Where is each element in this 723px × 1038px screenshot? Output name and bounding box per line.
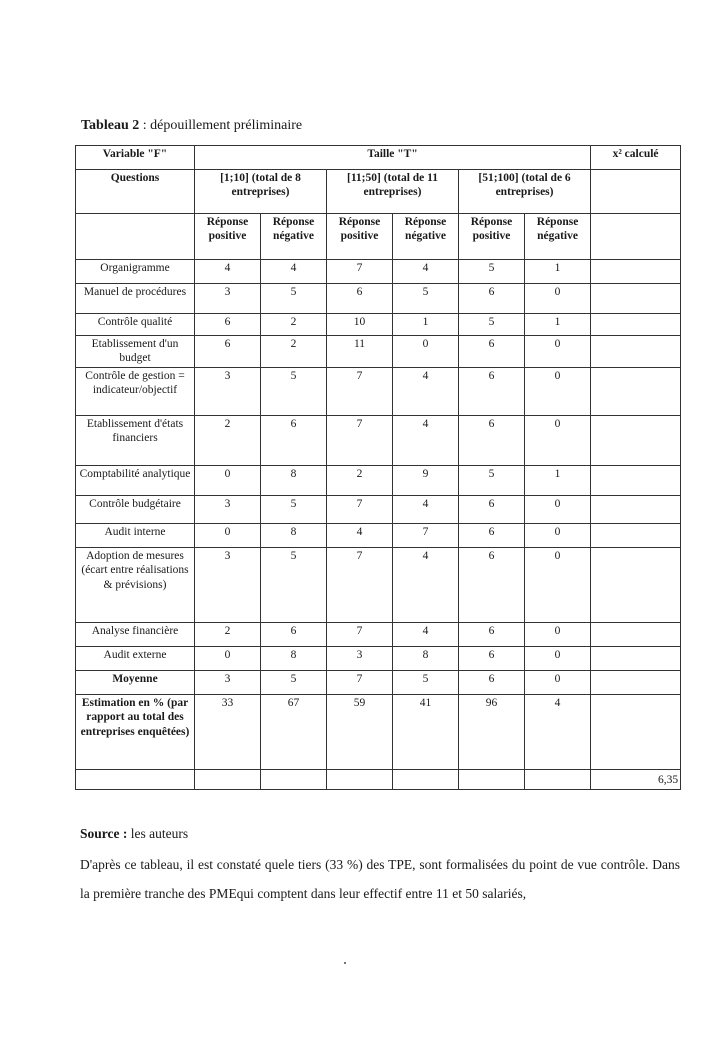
header-empty-cell: [76, 214, 195, 260]
question-cell: Contrôle qualité: [76, 314, 195, 336]
value-cell: 5: [393, 670, 459, 694]
value-cell: 4: [393, 547, 459, 622]
table-row: [76, 314, 681, 336]
value-cell: 0: [195, 465, 261, 495]
value-cell: 6: [261, 415, 327, 465]
header-questions: Questions: [76, 170, 195, 214]
value-cell: 5: [459, 260, 525, 284]
question-cell: Audit interne: [76, 523, 195, 547]
value-cell: 3: [195, 670, 261, 694]
source-text: les auteurs: [127, 826, 189, 841]
value-cell: 7: [327, 495, 393, 523]
value-cell: 0: [525, 415, 591, 465]
value-cell: 6: [195, 314, 261, 336]
header-positive-1: Réponse positive: [195, 214, 261, 260]
chi2-value: 6,35: [591, 769, 681, 789]
value-cell: 6: [459, 367, 525, 415]
value-cell: 0: [195, 646, 261, 670]
value-cell: 8: [393, 646, 459, 670]
question-cell: Etablissement d'un budget: [76, 336, 195, 368]
table-caption: [81, 118, 302, 134]
value-cell: 6: [459, 284, 525, 314]
header-group-1-10: [1;10] (total de 8 entreprises): [195, 170, 327, 214]
value-cell: 7: [327, 670, 393, 694]
header-taille-t: Taille "T": [195, 146, 591, 170]
empty-cell: [525, 769, 591, 789]
caption-text: : dépouillement préliminaire: [139, 118, 303, 133]
value-cell: 6: [459, 622, 525, 646]
value-cell: 6: [327, 284, 393, 314]
value-cell: 1: [525, 260, 591, 284]
value-cell: 96: [459, 694, 525, 769]
chi2-empty-cell: [591, 547, 681, 622]
chi2-empty-cell: [591, 670, 681, 694]
header-group-11-50: [11;50] (total de 11 entreprises): [327, 170, 459, 214]
table-row: [76, 465, 681, 495]
question-cell: Adoption de mesures (écart entre réalisations & prévisions): [76, 547, 195, 622]
value-cell: 6: [459, 415, 525, 465]
table-row: [76, 646, 681, 670]
value-cell: 6: [459, 547, 525, 622]
value-cell: 4: [525, 694, 591, 769]
chi2-empty-cell: [591, 260, 681, 284]
value-cell: 5: [261, 367, 327, 415]
value-cell: 59: [327, 694, 393, 769]
value-cell: 4: [393, 260, 459, 284]
value-cell: 7: [327, 547, 393, 622]
value-cell: 5: [261, 670, 327, 694]
table-row: [76, 367, 681, 415]
value-cell: 4: [195, 260, 261, 284]
value-cell: 5: [393, 284, 459, 314]
value-cell: 0: [525, 670, 591, 694]
value-cell: 41: [393, 694, 459, 769]
empty-cell: [459, 769, 525, 789]
chi2-empty-cell: [591, 622, 681, 646]
value-cell: 4: [393, 415, 459, 465]
source-label: Source :: [80, 826, 128, 841]
value-cell: 6: [459, 646, 525, 670]
value-cell: 6: [459, 336, 525, 368]
question-cell: Estimation en % (par rapport au total des entreprises enquêtées): [76, 694, 195, 769]
table-row: [76, 694, 681, 769]
value-cell: 6: [261, 622, 327, 646]
value-cell: 5: [261, 284, 327, 314]
header-group-51-100: [51;100] (total de 6 entreprises): [459, 170, 591, 214]
question-cell: Moyenne: [76, 670, 195, 694]
header-positive-3: Réponse positive: [459, 214, 525, 260]
value-cell: 3: [195, 547, 261, 622]
question-cell: Contrôle budgétaire: [76, 495, 195, 523]
value-cell: 5: [261, 547, 327, 622]
value-cell: 2: [195, 622, 261, 646]
value-cell: 0: [525, 284, 591, 314]
header-negative-1: Réponse négative: [261, 214, 327, 260]
header-empty-cell: [591, 170, 681, 214]
value-cell: 2: [327, 465, 393, 495]
value-cell: 5: [459, 314, 525, 336]
value-cell: 3: [195, 495, 261, 523]
value-cell: 5: [261, 495, 327, 523]
header-negative-2: Réponse négative: [393, 214, 459, 260]
value-cell: 8: [261, 646, 327, 670]
empty-cell: [195, 769, 261, 789]
value-cell: 8: [261, 523, 327, 547]
chi2-row: [76, 769, 681, 789]
value-cell: 1: [525, 314, 591, 336]
value-cell: 0: [525, 367, 591, 415]
source-note: [80, 826, 188, 842]
value-cell: 0: [525, 622, 591, 646]
chi2-empty-cell: [591, 495, 681, 523]
chi2-empty-cell: [591, 465, 681, 495]
value-cell: 4: [261, 260, 327, 284]
table-row: [76, 547, 681, 622]
chi2-empty-cell: [591, 523, 681, 547]
value-cell: 1: [393, 314, 459, 336]
table-row: [76, 670, 681, 694]
value-cell: 2: [261, 314, 327, 336]
empty-cell: [261, 769, 327, 789]
value-cell: 0: [525, 495, 591, 523]
table-row: [76, 622, 681, 646]
value-cell: 7: [327, 367, 393, 415]
value-cell: 5: [459, 465, 525, 495]
value-cell: 7: [327, 415, 393, 465]
value-cell: 9: [393, 465, 459, 495]
value-cell: 33: [195, 694, 261, 769]
value-cell: 3: [195, 367, 261, 415]
value-cell: 0: [525, 523, 591, 547]
table-row: [76, 336, 681, 368]
empty-cell: [393, 769, 459, 789]
table-row: [76, 260, 681, 284]
header-empty-cell: [591, 214, 681, 260]
chi2-empty-cell: [591, 284, 681, 314]
question-cell: Comptabilité analytique: [76, 465, 195, 495]
empty-cell: [76, 769, 195, 789]
results-table: [75, 145, 681, 790]
question-cell: Contrôle de gestion = indicateur/objectif: [76, 367, 195, 415]
chi2-empty-cell: [591, 314, 681, 336]
value-cell: 2: [261, 336, 327, 368]
value-cell: 0: [525, 547, 591, 622]
question-cell: Analyse financière: [76, 622, 195, 646]
value-cell: 6: [459, 495, 525, 523]
value-cell: 0: [525, 336, 591, 368]
value-cell: 6: [195, 336, 261, 368]
table-row: [76, 495, 681, 523]
value-cell: 3: [327, 646, 393, 670]
value-cell: 67: [261, 694, 327, 769]
value-cell: 11: [327, 336, 393, 368]
chi2-empty-cell: [591, 336, 681, 368]
header-variable-f: Variable "F": [76, 146, 195, 170]
header-positive-2: Réponse positive: [327, 214, 393, 260]
table-row: [76, 523, 681, 547]
value-cell: 4: [393, 622, 459, 646]
value-cell: 7: [393, 523, 459, 547]
caption-label: Tableau 2: [81, 118, 140, 133]
value-cell: 0: [195, 523, 261, 547]
value-cell: 8: [261, 465, 327, 495]
value-cell: 4: [327, 523, 393, 547]
question-cell: Organigramme: [76, 260, 195, 284]
value-cell: 1: [525, 465, 591, 495]
header-chi2: x² calculé: [591, 146, 681, 170]
chi2-empty-cell: [591, 415, 681, 465]
table-row: [76, 284, 681, 314]
body-paragraph: D'après ce tableau, il est constaté quele tiers (33 %) des TPE, sont formalisées du point de vue contrôle. Dans la première tranche des PMEqui comptent dans leur effectif entre 11 et 50 salariés,: [80, 857, 680, 901]
page-dot: [344, 962, 346, 964]
value-cell: 10: [327, 314, 393, 336]
empty-cell: [327, 769, 393, 789]
chi2-empty-cell: [591, 367, 681, 415]
value-cell: 7: [327, 622, 393, 646]
value-cell: 3: [195, 284, 261, 314]
value-cell: 6: [459, 670, 525, 694]
chi2-empty-cell: [591, 694, 681, 769]
question-cell: Audit externe: [76, 646, 195, 670]
question-cell: Etablissement d'états financiers: [76, 415, 195, 465]
value-cell: 6: [459, 523, 525, 547]
value-cell: 7: [327, 260, 393, 284]
value-cell: 4: [393, 367, 459, 415]
value-cell: 2: [195, 415, 261, 465]
chi2-empty-cell: [591, 646, 681, 670]
value-cell: 4: [393, 495, 459, 523]
header-negative-3: Réponse négative: [525, 214, 591, 260]
value-cell: 0: [393, 336, 459, 368]
table-row: [76, 415, 681, 465]
question-cell: Manuel de procédures: [76, 284, 195, 314]
value-cell: 0: [525, 646, 591, 670]
